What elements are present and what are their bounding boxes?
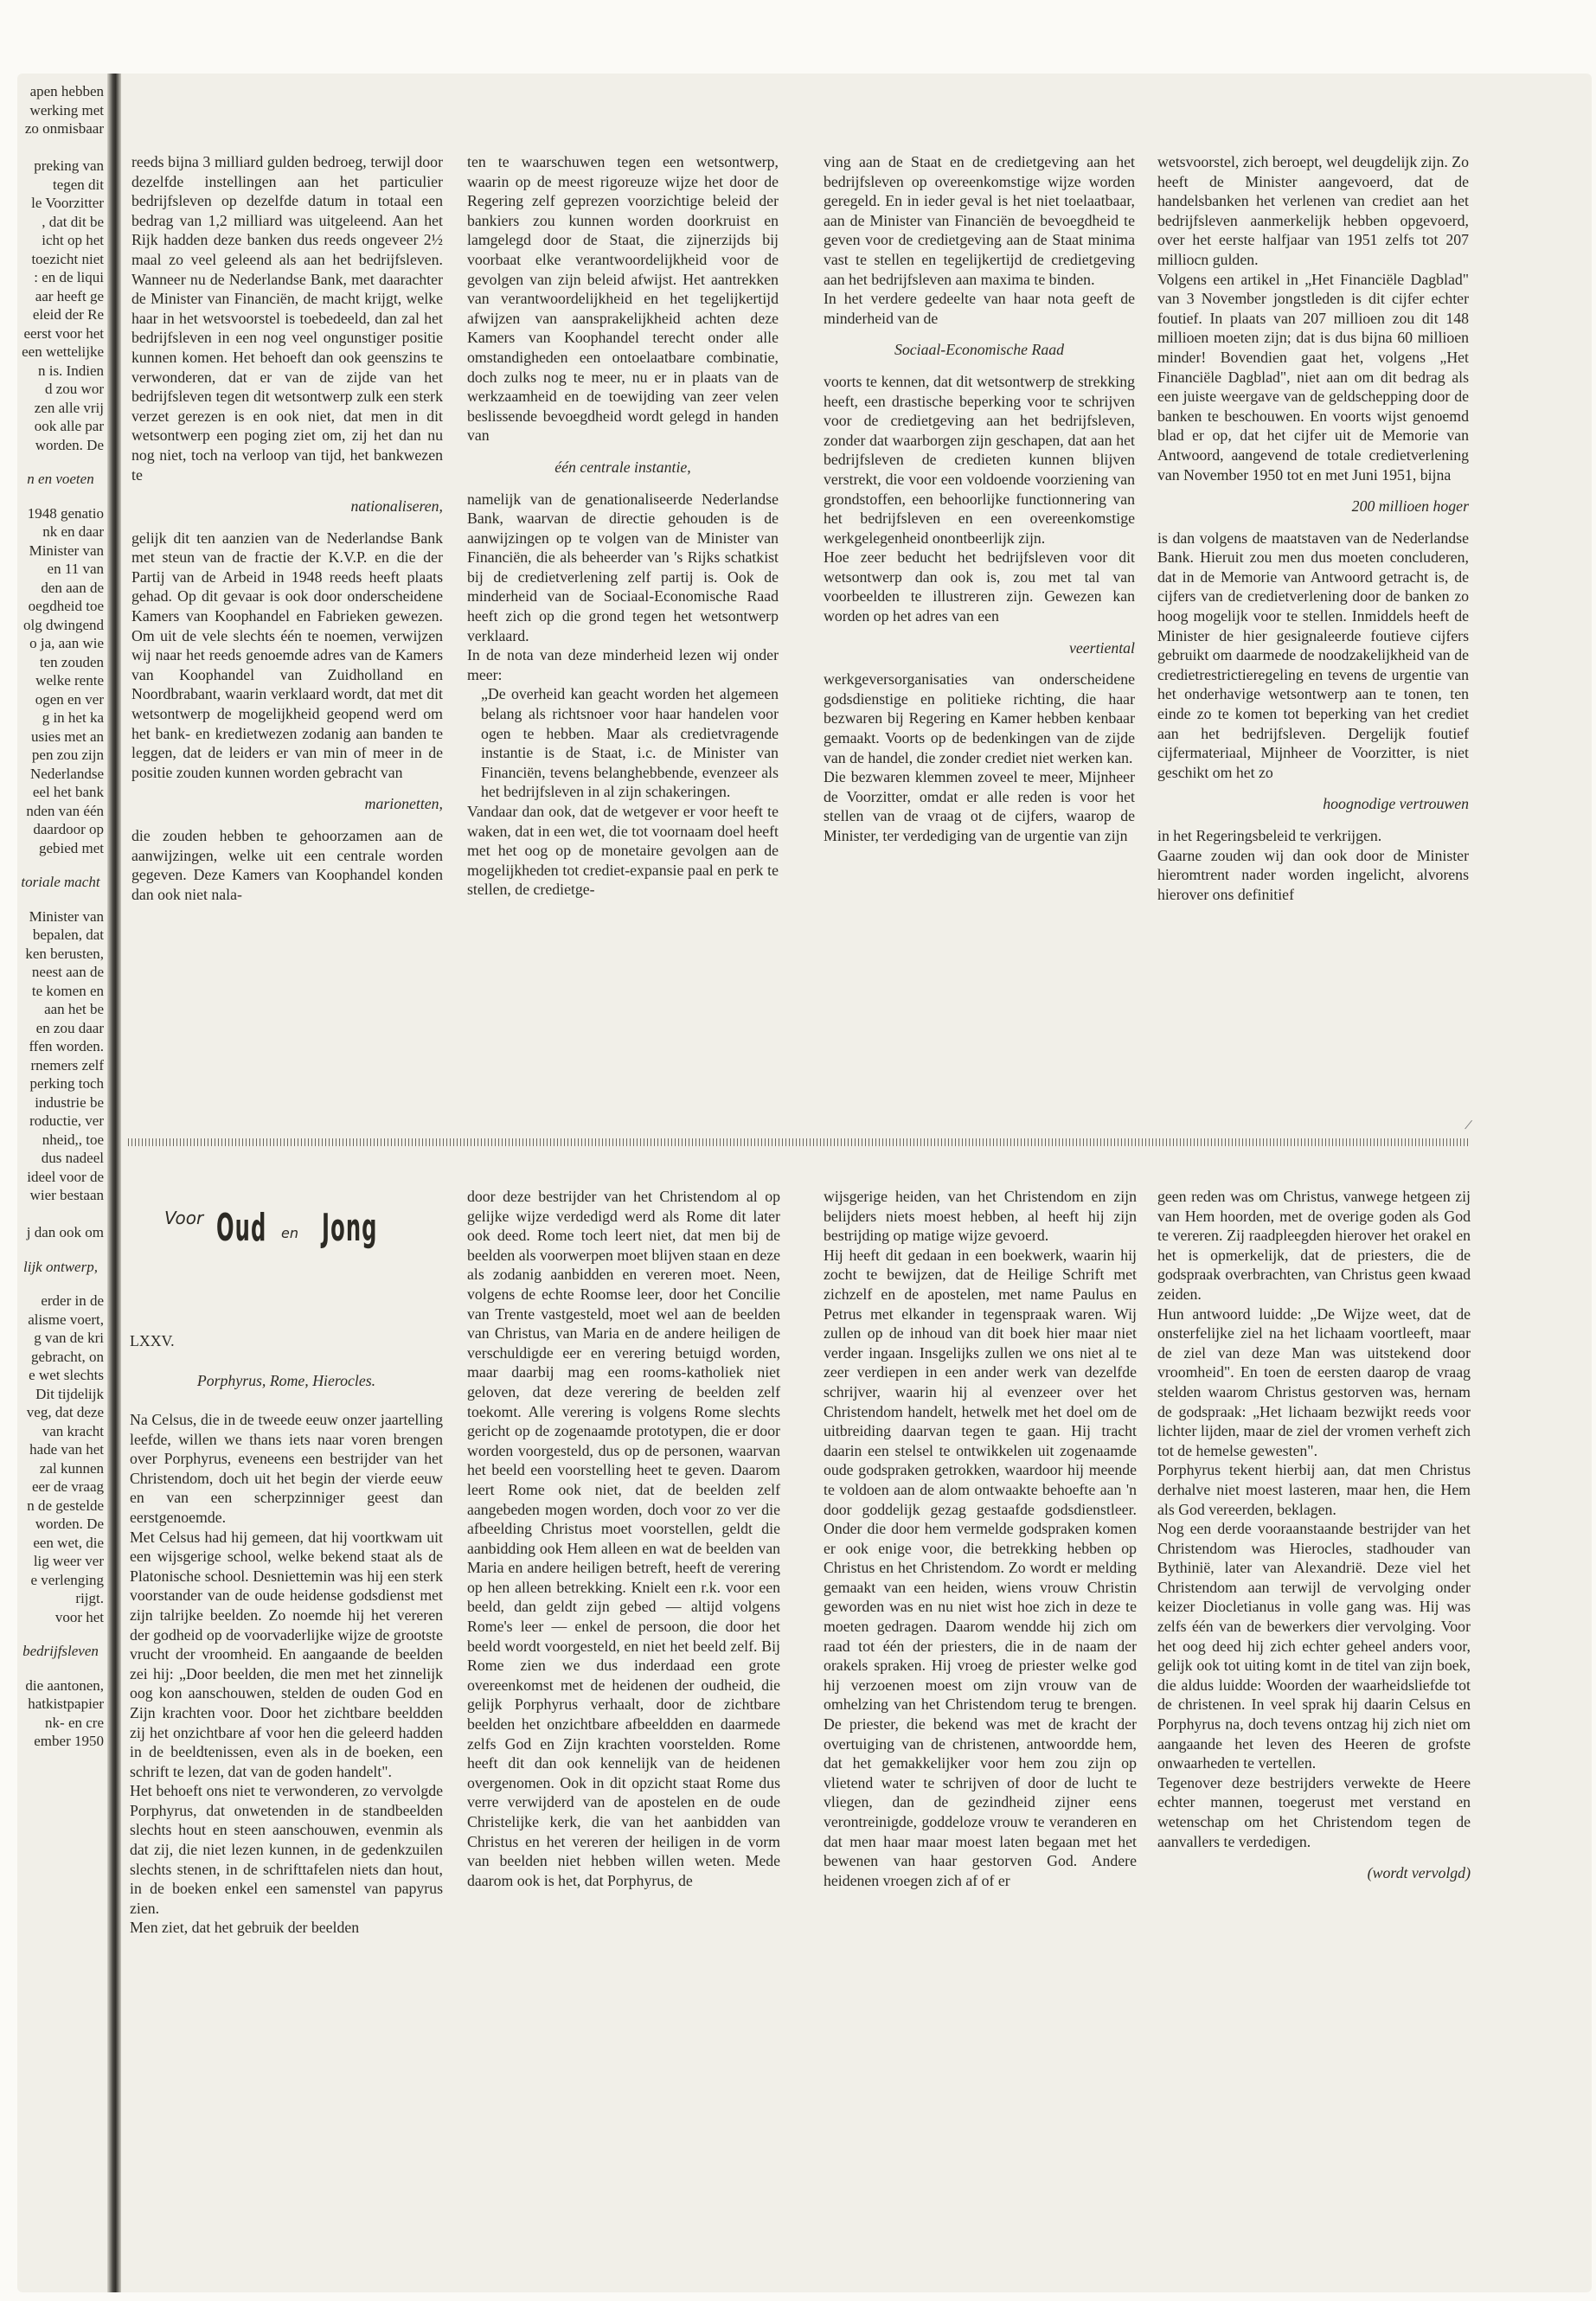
prev-page-line: erder in de <box>41 1292 104 1309</box>
col3-paragraph: Die bezwaren klemmen zoveel te meer, Mijnheer de Voorzitter, omdat er alle reden is voor het stellen van de vraag ot de cijfers, waarop de Minister, ter verdediging van de urgentie van zijn <box>824 768 1135 844</box>
col2-paragraph: namelijk van de genationaliseerde Nederlandse Bank, waarvan de directie gehouden is de aanwijzingen op te volgen van de Minister van Financiën, die als beheerder van 's Rijks schatkist bij de credietverlening zelf partij is. Ook de minderheid van de Sociaal-Economische Raad heeft zich op die grond tegen het wetsontwerp verklaard. <box>467 490 779 644</box>
col4-paragraph: Gaarne zouden wij dan ook door de Minister hieromtrent nader worden ingelicht, alvorens hierover ons definitief <box>1157 846 1469 903</box>
heading-word-voor: Voor <box>164 1208 204 1228</box>
prev-page-line: rijgt. <box>75 1590 104 1606</box>
prev-page-line: wier bestaan <box>29 1187 104 1203</box>
prev-page-line: zo onmisbaar <box>24 120 104 137</box>
prev-page-line: e wet slechts <box>29 1367 104 1383</box>
col3-paragraph: Hoe zeer beducht het bedrijfsleven voor dit wetsontwerp dan ook is, zou met tal van voorbeelden te illustreren zijn. Gewezen kan worden op het adres van een <box>824 548 1135 625</box>
prev-page-line: werking met <box>29 101 104 119</box>
col4-paragraph: is dan volgens de maatstaven van de Nederlandse Bank. Hieruit zou men dus moeten concluderen, dat in de Memorie van Antwoord getracht is, de cijfers van de credietverlening door de banken zo hoog mogelijk voor te stellen. Inmiddels heeft de Minister de hier gesignaleerde foutieve cijfers gebruikt om daarmede de noodzakelijkheid van de credietrestrictieregeling en tevens de urgentie van het onderhavige wetsontwerp aan te tonen, ten einde zo te komen tot beperking van het crediet aan het bedrijfsleven. Dergelijk foutief cijfermateriaal, Mijnheer de Voorzitter, is niet geschikt om het zo <box>1157 529 1469 781</box>
prev-page-line: ffen worden. <box>29 1038 104 1054</box>
feature-column-1 <box>130 1410 443 1938</box>
article-column-2 <box>467 152 779 900</box>
col2-paragraph: ten te waarschuwen tegen een wetsontwerp, waarin op de meest rigoreuze wijze het door de Regering zelf geprezen voorzichtige beleid der bankiers zou kunnen worden doorkruist en lamgelegd door de Staat, die zijnerzijds bij voorbaat elke verantwoordelijkheid voor de gevolgen van zijn beleid afwijst. Het aantrekken van verantwoordelijkheid en het tegelijkertijd afwijzen van aansprakelijkheid achten deze Kamers van Koophandel terecht onder alle omstandigheden een ontoelaatbare combinatie, doch zulks nog te meer, nu er in plaats van de werkzaamheid en de toewijding van zeer velen beslissende bevoegdheid wordt gelegd in handen van <box>467 153 779 445</box>
prev-page-line: een wettelijke <box>22 343 104 360</box>
prev-page-line: nheid,, toe <box>42 1131 104 1148</box>
prev-page-line: n en voeten <box>27 471 94 487</box>
col3-paragraph: ving aan de Staat en de credietgeving aan het bedrijfsleven op overeenkomstige wijze worden geregeld. En in ieder geval is het niet toelaatbaar, aan de Minister van Financiën de bevoegdheid te geven voor de credietgeving aan de Staat minima vast te stellen en tegelijkertijd de credietgeving aan het bedrijfsleven aan maxima te binden. <box>824 153 1135 288</box>
prev-page-line: tegen dit <box>52 176 104 193</box>
prev-page-line: e verlenging <box>30 1571 104 1588</box>
prev-page-line: : en de liqui <box>34 269 104 285</box>
page-binding-fold <box>107 74 121 2292</box>
prev-page-line: Dit tijdelijk <box>35 1385 104 1402</box>
article-column-4 <box>1157 152 1469 904</box>
col1-paragraph: gelijk dit ten aanzien van de Nederlandse Bank met steun van de fractie der K.V.P. en die der Partij van de Arbeid in 1948 reeds heeft plaats gehad. Op dit gevaar is ook door onderscheidene Kamers van Koophandel en Fabrieken gewezen. Om uit de vele slechts één te noemen, verwijzen wij naar het reeds genoemde adres van de Kamers van Koophandel van Zuidholland en Noordbrabant, waarin verklaard wordt, dat met dit wetsontwerp de mogelijkheid geopend werd om het bank- en kredietwezen zodanig aan banden te leggen, dat de leiders er van min of meer in de positie zouden kunnen worden gebracht van <box>131 529 443 781</box>
col5-paragraph: Men ziet, dat het gebruik der beelden <box>130 1919 360 1937</box>
prev-page-line: preking van <box>34 157 104 174</box>
col4-paragraph: wetsvoorstel, zich beroept, wel deugdelijk zijn. Zo heeft de Minister aangevoerd, dat de handelsbanken het verlenen van crediet aan het bedrijfsleven aanmerkelijk hebben opgevoerd, over het eerste halfjaar van 1951 zelfs tot 207 milliocn gulden. <box>1157 153 1469 268</box>
prev-page-line: en 11 van <box>47 561 104 577</box>
prev-page-line: le Voorzitter <box>31 195 104 211</box>
prev-page-line: toriale macht <box>21 874 100 890</box>
prev-page-line: dus nadeel <box>41 1150 104 1166</box>
col2-paragraph: één centrale instantie, <box>554 458 691 476</box>
col3-paragraph: In het verdere gedeelte van haar nota geeft de minderheid van de <box>824 290 1135 327</box>
prev-page-line: voor het <box>54 1608 104 1625</box>
col1-paragraph: marionetten, <box>364 795 443 813</box>
prev-page-line: hade van het <box>29 1441 104 1458</box>
col5-paragraph: Na Celsus, die in de tweede eeuw onzer jaartelling leefde, willen we thans iets naar voren brengen over Porphyrus, eveneens een bestrijder van het Christendom, doch uit het begin der vierde eeuw en van een scherpzinniger geest dan eerstgenoemde. <box>130 1411 443 1526</box>
prev-page-line: ook alle par <box>34 418 104 434</box>
col2-paragraph: Vandaar dan ook, dat de wetgever er voor heeft te waken, dat in een wet, die tot voornaam doel heeft met het oog op de monetaire gevolgen aan de mogelijkheden tot crediet-expansie paal en perk te stellen, de credietge- <box>467 803 779 899</box>
prev-page-line: en zou daar <box>35 1019 104 1036</box>
col3-paragraph: Sociaal-Economische Raad <box>894 341 1065 359</box>
prev-page-line: apen hebben <box>29 83 104 99</box>
prev-page-line: ten zouden <box>39 653 104 670</box>
prev-page-line: eerst voor het <box>23 324 104 342</box>
col1-paragraph: reeds bijna 3 milliard gulden bedroeg, terwijl door dezelfde instellingen aan het particulier bedrijfsleven op dezelfde datum in totaal een bedrag van 1,2 milliard was uitgeleend. Aan het Rijk hadden deze banken dus reeds ongeveer 2½ maal zo veel geleend als aan het bedrijfsleven. Wanneer nu de Nederlandse Bank, met daarachter de Minister van Financiën, de macht krijgt, welke haar in het wetsvoorstel is toebedeeld, dan zal het bedrijfsleven in een nog veel ongunstiger positie kunnen komen. Het behoeft dan ook geenszins te verwonderen, dat er van de zijde van het bedrijfsleven tegen dit wetsontwerp zulk een sterk verzet gerezen is en ook niet, dat men in dit wetsontwerp een poging ziet om, zij het dan nu nog niet, toch na verloop van tijd, het bankwezen te <box>131 153 443 484</box>
prev-page-line: ember 1950 <box>34 1733 104 1749</box>
prev-page-line: Minister van <box>29 907 104 925</box>
prev-page-line: olg dwingend <box>22 616 104 633</box>
prev-page-line: o ja, aan wie <box>29 635 104 651</box>
prev-page-line: perking toch <box>29 1075 104 1092</box>
prev-page-line: lig weer ver <box>33 1553 104 1569</box>
prev-page-line: icht op het <box>42 232 104 248</box>
col7-paragraph: Hij heeft dit gedaan in een boekwerk, waarin hij zocht te bewijzen, dat de Heilige Schrift met zichzelf en de apostelen, met name Paulus en Petrus met elkander in tegenspraak waren. Wij zullen op de inhoud van dit boek hier maar niet verder ingaan. Insgelijks zullen we ons niet al te zeer verdiepen in een ander werk van dezelfde schrijver, waarin hij al evenzeer over het Christendom handelt, hetwelk met het doel om de uitbreiding daarvan tegen te gaan. Hij tracht daarin een stelsel te ontwikkelen uit zogenaamde oude godspraken getrokken, waardoor hij meende te voldoen aan de alom ontwaakte behoefte aan 'n door goddelijk gezag gestaafde godsdienstleer. Onder die door hem vermelde godspraken komen er ook enige voor, die betrekking hebben op Christus en het Christendom. Zo wordt er melding gemaakt van een heiden, wiens vrouw Christin geworden was en nu niet wist hoe zich in deze te moeten gedragen. Daarom wendde hij zich om raad tot één der priesters, die in de naam der orakels spraken. Hij vroeg de priester welke god hij verzoenen moest om zijn vrouw van de omhelzing van het Christendom terug te brengen. De priester, die bekend was met de kracht der overtuiging van de christenen, antwoordde hem, dat het gemakkelijker voor hem zou zijn op vlietend water te schrijven of door de lucht te vliegen, dan de gezindheid zijner eens verontreinigde, goddeloze vrouw te veranderen en dat men haar maar moest laten begaan met het bewenen van haar gestorven God. Andere heidenen vroegen zich af of er <box>824 1246 1137 1889</box>
prev-page-line: worden. De <box>35 436 104 453</box>
prev-page-line: aar heeft ge <box>35 287 104 304</box>
col4-paragraph: in het Regeringsbeleid te verkrijgen. <box>1157 827 1382 844</box>
prev-page-line: nden van één <box>26 802 104 819</box>
prev-page-line: neest aan de <box>31 964 104 980</box>
col5-paragraph: Met Celsus had hij gemeen, dat hij voortkwam uit een wijsgerige school, welke bekend staat als de Platonische school. Desniettemin was hij een sterk voorstander van de oude heidense godsdienst met zijn talrijke beelden. Zo noemde hij het vereren der godheid op de voorvaderlijke wijze de grootste vrucht der vroomheid. En aangaande de beelden zei hij: „Door beelden, die men met het zinnelijk oog kon aanschouwen, stelden de ouden God en Zijn krachten voor. Door het zichtbare beeldden zij het onzichtbare af voor hen die geleerd hadden in de beeldtenissen, even als in de boeken, een schrift te lezen, dat van de goden handelt". <box>130 1528 443 1780</box>
article-column-3 <box>824 152 1135 846</box>
heading-word-oud: Oud <box>216 1206 267 1250</box>
col8-paragraph: Porphyrus tekent hierbij aan, dat men Christus derhalve niet moest lasteren, maar hen, die Hem als God vereerden, beklagen. <box>1157 1461 1471 1518</box>
prev-page-line: te komen en <box>31 982 104 999</box>
prev-page-line: eleid der Re <box>32 306 104 323</box>
prev-page-line: pen zou zijn <box>31 747 104 763</box>
col3-paragraph: veertiental <box>1068 638 1135 657</box>
heading-word-en: en <box>281 1225 298 1241</box>
prev-page-line: worden. De <box>35 1516 104 1532</box>
col4-paragraph: 200 millioen hoger <box>1351 497 1469 516</box>
col1-paragraph: die zouden hebben te gehoorzamen aan de aanwijzingen, welke uit een centrale worden gegeven. Deze Kamers van Koophandel konden dan ook niet nala- <box>131 827 443 903</box>
prev-page-line: die aantonen, <box>25 1676 104 1694</box>
prev-page-line: een wet, die <box>33 1534 104 1551</box>
col3-paragraph: werkgeversorganisaties van onderscheidene godsdienstige en politieke richting, die haar bezwaren bij Regering en Kamer hebben kenbaar gemaakt. Voorts op de bedenkingen van de zijde van de handel, die zonder crediet niet werken kan. <box>824 670 1135 766</box>
prev-page-line: usies met an <box>30 727 104 745</box>
feature-column-2 <box>467 1187 780 1890</box>
prev-page-line: d zou wor <box>45 381 104 397</box>
feature-subtitle: Porphyrus, Rome, Hierocles. <box>196 1372 376 1389</box>
prev-page-line <box>17 138 104 157</box>
col8-paragraph: Hun antwoord luidde: „De Wijze weet, dat de onsterfelijke ziel na het lichaam voortleeft, maar de ziel van deze Man was uitstekend door vroomheid". En toen de eersten daarop de vraag stelden waarom Christus gestorven was, hernam de godspraak: „Het lichaam bezwijkt reeds voor lichter lijden, maar de ziel der vromen verheft zich tot de hemelse gewesten". <box>1157 1304 1471 1459</box>
prev-page-line: aan het be <box>44 1001 104 1017</box>
prev-page-line: g in het ka <box>42 709 104 726</box>
prev-page-line: nk en daar <box>42 523 104 540</box>
col3-paragraph: voorts te kennen, dat dit wetsontwerp de strekking heeft, een drastische beperking voor te schrijven voor de credietgeving aan het bedrijfsleven, zonder dat waarborgen zijn geschapen, dat aan het bedrijfsleven de credieten kunnen blijven verstrekt, die voor een voldoende voorziening van grondstoffen, een behoorlijke functionnering van het bedrijfsleven en een overeenkomstige werkgelegenheid onontbeerlijk zijn. <box>824 372 1135 547</box>
prev-page-line: n is. Indien <box>37 362 104 379</box>
feature-column-4 <box>1157 1187 1471 1895</box>
prev-page-line: daardoor op <box>33 821 104 837</box>
prev-page-line: g van de kri <box>34 1330 104 1346</box>
prev-page-line: bedrijfsleven <box>22 1643 99 1659</box>
prev-page-line: ogen en ver <box>35 690 104 708</box>
col6-paragraph: door deze bestrijder van het Christendom al op gelijke wijze verdedigd werd als Rome dit later ook deed. Rome toch leert niet, dat men bij de beelden als voorwerpen moet blijven staan en deze als zodanig aanbidden en vereren moet. Neen, volgens de echte Roomse leer, door het Concilie van Trente vastgesteld, moet wel aan de beelden van Christus, van Maria en de andere heiligen de verschuldigde eer en verering betuigd worden, maar daarbij mag een rooms-katholiek niet geloven, dat deze verering de beelden zelf toekomt. Alle verering is volgens Rome slechts gericht op de zogenaamde prototypen, die er door worden voorgesteld, dus op de personen, waarvan het beeld een voorstelling heet te geven. Daarom leert Rome ook niet, dat de beelden zelf aangebeden mogen worden, doch voor zo ver die afbeelding Christus moet voorstellen, geldt die aanbidding ook Hem alleen en wat de beelden van Maria en andere heiligen betreft, heeft de verering op hen alleen betrekking. Knielt een r.k. voor een beeld, dan geldt zijn gebed — altijd volgens Rome's leer — enkel de persoon, die door het beeld wordt voorgesteld, en niet het beeld zelf. Bij Rome zien we dus inderdaad een grote overeenkomst met de heidenen der oudheid, die gelijk Porphyrus verhaalt, door de zichtbare beelden het onzichtbare afbeeldden en daarmede zelfs God en Zijn krachten voorstelden. Rome heeft dit dan ook kennelijk van de heidenen overgenomen. Ook in dit opzicht staat Rome dus verre verwijderd van de apostelen en de oude Christelijke kerk, die van het aanbidden van Christus en het vereren der heiligen in de vorm van beelden niet hebben willen weten. Mede daarom ook is het, dat Porphyrus, de <box>467 1188 780 1889</box>
heading-word-jong: Jong <box>322 1206 378 1250</box>
prev-page-line: , dat dit be <box>42 213 104 230</box>
prev-page-line: gebracht, on <box>30 1348 104 1365</box>
prev-page-line: ken berusten, <box>25 945 104 962</box>
col2-paragraph: In de nota van deze minderheid lezen wij onder meer: <box>467 646 779 683</box>
prev-page-line: Minister van <box>29 542 104 559</box>
prev-page-line: welke rente <box>35 672 104 689</box>
col1-paragraph: nationaliseren, <box>350 497 443 516</box>
prev-page-line: zal kunnen <box>39 1459 104 1477</box>
prev-page-line: hatkistpapier <box>28 1695 104 1712</box>
previous-page-edge-text <box>17 82 104 2297</box>
prev-page-line: toezicht niet <box>31 250 104 267</box>
col2-paragraph: „De overheid kan geacht worden het algemeen belang als richtsnoer voor haar handelen voor ogen te hebben. Maar als credietvragende instantie is de Staat, i.c. de Minister van Financiën, tevens belanghebbende, evenzeer als het bedrijfsleven in al zijn schakeringen. <box>481 685 779 801</box>
prev-page-line: den aan de <box>41 579 104 596</box>
prev-page-line: veg, dat deze <box>26 1404 104 1420</box>
col7-paragraph: wijsgerige heiden, van het Christendom en zijn belijders niets moest hebben, al heeft hij zijn bestrijding op matige wijze gevoerd. <box>824 1188 1137 1245</box>
col4-paragraph: Volgens een artikel in „Het Financiële Dagblad" van 3 November jongstleden is dit cijfer echter foutief. In plaats van 207 millioen zou dit 148 millioen moeten zijn; dat is dus bijna 60 millioen minder! Bovendien gaat het, volgens „Het Financiële Dagblad", niet aan om dit bedrag als een juiste weergave van de geldschepping door de banken te beschouwen. En voorts wijst genoemd blad er op, dat het cijfer uit de Memorie van Antwoord, aangevend de totale credietverlening van November 1950 tot en met Juni 1951, bijna <box>1157 270 1469 484</box>
prev-page-line: oegdheid toe <box>28 598 104 614</box>
prev-page-line <box>17 1205 104 1224</box>
prev-page-line: alisme voert, <box>28 1311 104 1328</box>
feature-heading-voor-oud-en-jong <box>130 1192 441 1287</box>
prev-page-line: van kracht <box>42 1422 104 1439</box>
prev-page-line: ideel voor de <box>27 1168 104 1185</box>
prev-page-line: bepalen, dat <box>32 926 104 943</box>
pencil-mark: / <box>1463 1115 1474 1134</box>
col5-paragraph: Het behoeft ons niet te verwonderen, zo vervolgde Porphyrus, dat onwetenden in de standbeelden slechts hout en steen aanschouwen, evenmin als dat zij, die niet lezen kunnen, in de gedenkzuilen slechts stenen, in de schrifttafelen niets dan hout, in de boeken enkel een samenstel van papyrus zien. <box>130 1782 443 1917</box>
prev-page-line: rnemers zelf <box>30 1056 104 1074</box>
prev-page-line: gebied met <box>38 839 104 856</box>
col8-paragraph: Tegenover deze bestrijders verwekte de Heere echter mannen, toegerust met verstand en wetenschap om het Christendom tegen de aanvallers te verdedigen. <box>1157 1773 1471 1850</box>
section-divider-rule <box>128 1138 1469 1146</box>
col4-paragraph: hoognodige vertrouwen <box>1323 795 1469 813</box>
prev-page-line: lijk ontwerp, <box>23 1258 98 1275</box>
prev-page-line: j dan ook om <box>26 1224 104 1240</box>
prev-page-line: nk- en cre <box>45 1714 104 1731</box>
feature-column-3 <box>824 1187 1137 1890</box>
prev-page-line: 1948 genatio <box>27 504 104 522</box>
col8-paragraph: Nog een derde vooraanstaande bestrijder van het Christendom was Hierocles, stadhouder van Bythinië, later van Alexandrië. Deze viel het Christendom aan terwijl de vervolging onder keizer Diocletianus in volle gang was. Hij was zelfs één van de bewerkers dier vervolging. Voor het oog deed hij zich echter geheel anders voor, gelijk ook tot uiting komt in de titel van zijn boek, die aldus luidde: Woorden der waarheidsliefde tot de christenen. In veel sprak hij daarin Celsus en Porphyrus na, doch tevens ontzag hij zich niet om aangaande het leven des Heeren de grofste onwaarheden te vertellen. <box>1157 1520 1471 1772</box>
col8-paragraph: (wordt vervolgd) <box>1367 1864 1471 1882</box>
article-column-1 <box>131 152 443 904</box>
prev-page-line: eel het bank <box>32 784 104 800</box>
prev-page-line: eer de vraag <box>31 1478 104 1495</box>
col8-paragraph: geen reden was om Christus, vanwege hetgeen zij van Hem hoorden, met de overige goden als God te vereren. Zij raadpleegden hierover het orakel en het is opmerkelijk, dat de priesters, die de godspraak overbrachten, van Christus geen kwaad zeiden. <box>1157 1188 1471 1303</box>
installment-number: LXXV. <box>130 1332 175 1349</box>
prev-page-line: zen alle vrij <box>34 399 104 416</box>
prev-page-line: roductie, ver <box>29 1112 104 1129</box>
prev-page-line: Nederlandse <box>30 765 104 782</box>
prev-page-line: n de gestelde <box>27 1497 104 1514</box>
prev-page-line: industrie be <box>35 1093 104 1111</box>
